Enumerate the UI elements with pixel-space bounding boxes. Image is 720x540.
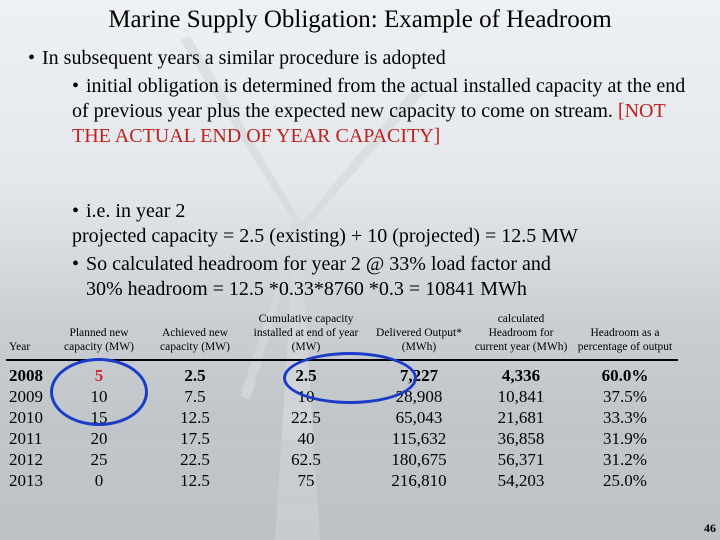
bullet-1	[28, 46, 708, 71]
cell-delivered: 180,675	[391, 450, 447, 469]
cell-achieved: 7.5	[184, 387, 206, 406]
planned-highlight-oval	[50, 358, 148, 426]
cell-headroom: 36,858	[497, 429, 545, 448]
bullet-1-text: In subsequent years a similar procedure is adopted	[42, 47, 446, 69]
cell-headroom: 56,371	[497, 450, 545, 469]
table-row	[6, 470, 678, 491]
cumulative-highlight-oval	[283, 352, 417, 404]
cell-headroom: 4,336	[501, 366, 541, 385]
cell-percentage: 33.3%	[603, 408, 647, 427]
table-row	[6, 449, 678, 470]
cell-planned: 5	[94, 366, 104, 385]
header-achieved: Achieved new capacity (MW)	[146, 310, 244, 360]
cell-cumulative: 22.5	[291, 408, 321, 427]
header-headroom: calculated Headroom for current year (MWh)	[470, 310, 572, 360]
cell-delivered: 216,810	[391, 471, 447, 490]
bullet-2-emphasis: [NOT THE ACTUAL END OF YEAR CAPACITY]	[72, 100, 666, 147]
bullet-dot	[28, 46, 42, 71]
cell-year: 2008	[9, 366, 43, 385]
bullet-3-line-2: projected capacity = 2.5 (existing) + 10 (projected) = 12.5 MW	[72, 225, 578, 247]
cell-headroom: 10,841	[497, 387, 545, 406]
bullet-3-line-1: i.e. in year 2	[86, 200, 186, 222]
cell-year: 2010	[9, 408, 43, 427]
cell-planned: 20	[90, 429, 108, 448]
header-cumulative: Cumulative capacity installed at end of year (MW)	[244, 310, 368, 360]
cell-achieved: 12.5	[180, 471, 210, 490]
cell-cumulative: 62.5	[291, 450, 321, 469]
cell-headroom: 21,681	[497, 408, 545, 427]
cell-year: 2011	[9, 429, 43, 448]
cell-planned: 25	[90, 450, 108, 469]
cell-planned: 15	[90, 408, 108, 427]
cell-percentage: 60.0%	[601, 366, 649, 385]
header-delivered: Delivered Output* (MWh)	[368, 310, 470, 360]
cell-achieved: 2.5	[184, 366, 206, 385]
cell-planned: 10	[90, 387, 108, 406]
cell-cumulative: 40	[297, 429, 315, 448]
cell-cumulative: 10	[297, 387, 315, 406]
bullet-dot	[72, 74, 86, 99]
header-year: Year	[6, 310, 52, 360]
bullet-dot	[72, 252, 86, 277]
cell-delivered: 115,632	[391, 429, 447, 448]
cell-percentage: 31.2%	[603, 450, 647, 469]
cell-delivered: 7,227	[399, 366, 439, 385]
bullet-2-text: initial obligation is determined from the actual installed capacity at the end of previous year plus the expected new capacity to come on stream.	[72, 75, 686, 122]
bullet-4	[72, 252, 692, 302]
cell-delivered: 65,043	[395, 408, 443, 427]
bullet-2	[72, 74, 692, 149]
cell-year: 2009	[9, 387, 43, 406]
cell-planned: 0	[94, 471, 104, 490]
cell-percentage: 31.9%	[603, 429, 647, 448]
header-percentage: Headroom as a percentage of output	[572, 310, 678, 360]
page-number: 46	[704, 521, 716, 535]
cell-cumulative: 2.5	[295, 366, 317, 385]
cell-year: 2012	[9, 450, 43, 469]
bullet-4-line-2: 30% headroom = 12.5 *0.33*8760 *0.3 = 10841 MWh	[86, 278, 527, 300]
bullet-3	[72, 199, 702, 249]
cell-headroom: 54,203	[497, 471, 545, 490]
page-title: Marine Supply Obligation: Example of Headroom	[108, 6, 612, 33]
cell-cumulative: 75	[297, 471, 315, 490]
table-row	[6, 428, 678, 449]
cell-percentage: 37.5%	[603, 387, 647, 406]
bullet-dot	[72, 199, 86, 224]
header-planned: Planned new capacity (MW)	[52, 310, 146, 360]
bullet-4-line-1: So calculated headroom for year 2 @ 33% load factor and	[86, 253, 551, 275]
cell-percentage: 25.0%	[603, 471, 647, 490]
cell-year: 2013	[9, 471, 43, 490]
cell-achieved: 12.5	[180, 408, 210, 427]
cell-achieved: 22.5	[180, 450, 210, 469]
cell-delivered: 28,908	[395, 387, 443, 406]
cell-achieved: 17.5	[180, 429, 210, 448]
